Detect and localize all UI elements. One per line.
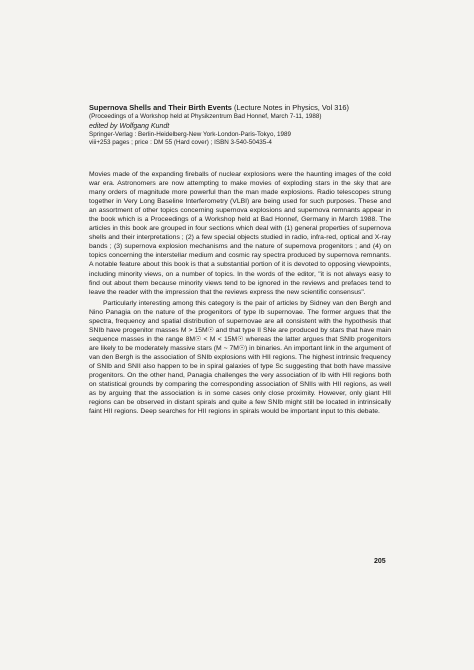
paragraph-2: Particularly interesting among this category is the pair of articles by Sidney van den Bergh and Nino Panagia on the nature of the progenitors of type Ib supernovae. The former argues that the spectra, frequency and spatial distribution of supernovae are all consistent with the hypothesis that SNIb have progenitor masses M > 15M☉ and that type II SNe are produced by stars that have main sequence masses in the range 8M☉ < M < 15M☉ whereas the latter argues that SNIb progenitors are likely to be moderately massive stars (M ~ 7M☉) in binaries. An important link in the argument of van den Bergh is the association of SNIb explosions with HII regions. The highest intrinsic frequency of SNIb and SNII also happen to be in spiral galaxies of type Sc suggesting that both have massive progenitors. On the other hand, Panagia challenges the very association of Ib with HII regions both on statistical grounds by comparing the corresponding association of SNIIs with HII regions, as well as by arguing that the association is in some cases only close proximity. However, only giant HII regions can be observed in distant spirals and quite a few SNIb might still be located in intrinsically faint HII regions. Deep searches for HII regions in spirals would be important input to this debate. <box>89 299 391 416</box>
book-header <box>89 103 409 148</box>
proceedings-line: (Proceedings of a Workshop held at Physikzentrum Bad Honnef, March 7-11, 1988) <box>89 113 322 120</box>
paragraph-1: Movies made of the expanding fireballs of nuclear explosions were the haunting images of the cold war era. Astronomers are now attempting to make movies of exploding stars in the sky that are many orders of magnitude more powerful than the man made explosions. Radio telescopes strung together in Very Long Baseline Interferometry (VLBI) are being used for such purposes. These and an assortment of other topics concerning supernova explosions and supernova remnants appear in the book which is a Proceedings of a Workshop held at Bad Honnef, Germany in March 1988. The articles in this book are grouped in four sections which deal with (1) general properties of supernova shells and their interpretations ; (2) a few special objects studied in radio, infra-red, optical and X-ray bands ; (3) supernova explosion mechanisms and the nature of supernova progenitors ; and (4) on topics concerning the interstellar medium and cosmic ray spectra produced by supernova remnants. A notable feature about this book is that a substantial portion of it is devoted to opposing viewpoints, including minority views, on a number of topics. In the words of the editor, "it is not always easy to find out about them because minority views tend to be ignored in the reviews and prefaces tend to leave the reader with the impression that the reviews express the new scientific consensus". <box>89 171 391 296</box>
pages-price-line: viii+253 pages ; price : DM 55 (Hard cover) ; ISBN 3-540-50435-4 <box>89 139 272 147</box>
book-title-series: (Lecture Notes in Physics, Vol 316) <box>231 103 349 112</box>
publisher-line: Springer-Verlag : Berlin-Heidelberg-New York-London-Paris-Tokyo, 1989 <box>89 130 291 138</box>
book-title-main: Supernova Shells and Their Birth Events <box>89 103 232 112</box>
page-number: 205 <box>374 558 386 565</box>
review-body <box>89 170 391 416</box>
editor-line: edited by Wolfgang Kundt <box>89 122 170 130</box>
book-title <box>89 103 409 113</box>
